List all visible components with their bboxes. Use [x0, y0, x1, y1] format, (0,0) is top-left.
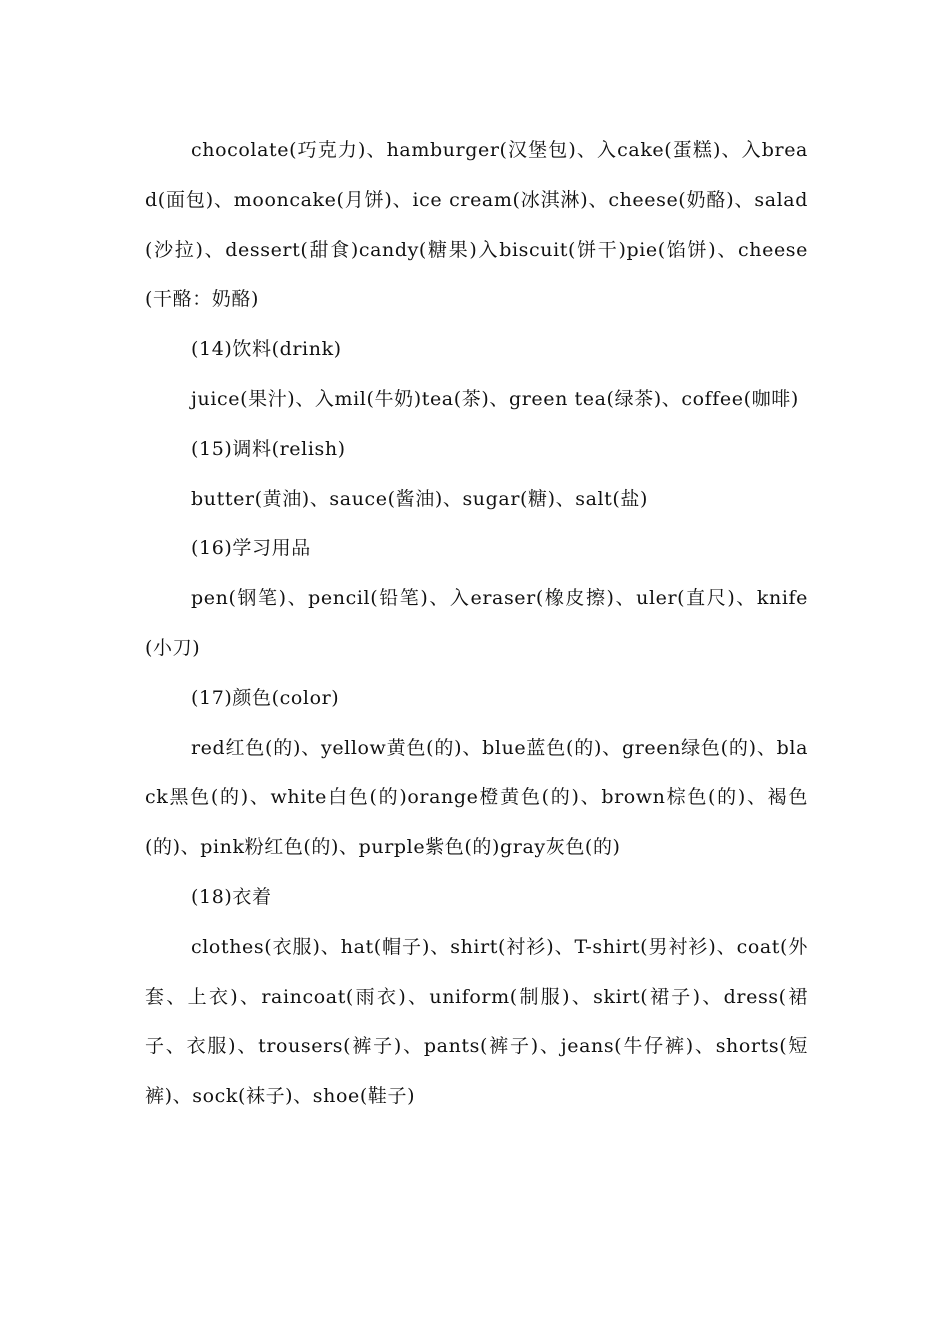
section-heading-clothes: (18)衣着 — [191, 885, 272, 908]
section-heading-color: (17)颜色(color) — [191, 686, 340, 709]
section-heading-drink: (14)饮料(drink) — [191, 338, 342, 361]
paragraph-stationery-list: pen(钢笔)、pencil(铅笔)、入eraser(橡皮擦)、uler(直尺)、knife(小刀) — [145, 587, 808, 659]
paragraph-drink-list: juice(果汁)、入mil(牛奶)tea(茶)、green tea(绿茶)、coffee(咖啡) — [191, 387, 799, 410]
paragraph-food-list: chocolate(巧克力)、hamburger(汉堡包)、入cake(蛋糕)、入bread(面包)、mooncake(月饼)、ice cream(冰淇淋)、cheese(奶酪)、salad(沙拉)、dessert(甜食)candy(糖果)入biscuit(饼干)pie(馅饼)、cheese(干酪：奶酪) — [145, 139, 808, 311]
paragraph-relish-list: butter(黄油)、sauce(酱油)、sugar(糖)、salt(盐) — [191, 487, 649, 510]
section-heading-stationery: (16)学习用品 — [191, 537, 311, 560]
paragraph-color-list: red红色(的)、yellow黄色(的)、blue蓝色(的)、green绿色(的)、black黑色(的)、white白色(的)orange橙黄色(的)、brown棕色(的)、褐色(的)、pink粉红色(的)、purple紫色(的)gray灰色(的) — [145, 736, 808, 859]
paragraph-clothes-list: clothes(衣服)、hat(帽子)、shirt(衬衫)、T-shirt(男衬衫)、coat(外套、上衣)、raincoat(雨衣)、uniform(制服)、skirt(裙子)、dress(裙子、衣服)、trousers(裤子)、pants(裤子)、jeans(牛仔裤)、shorts(短裤)、sock(袜子)、shoe(鞋子) — [145, 935, 808, 1108]
document-page — [145, 126, 808, 1122]
section-heading-relish: (15)调料(relish) — [191, 437, 346, 460]
